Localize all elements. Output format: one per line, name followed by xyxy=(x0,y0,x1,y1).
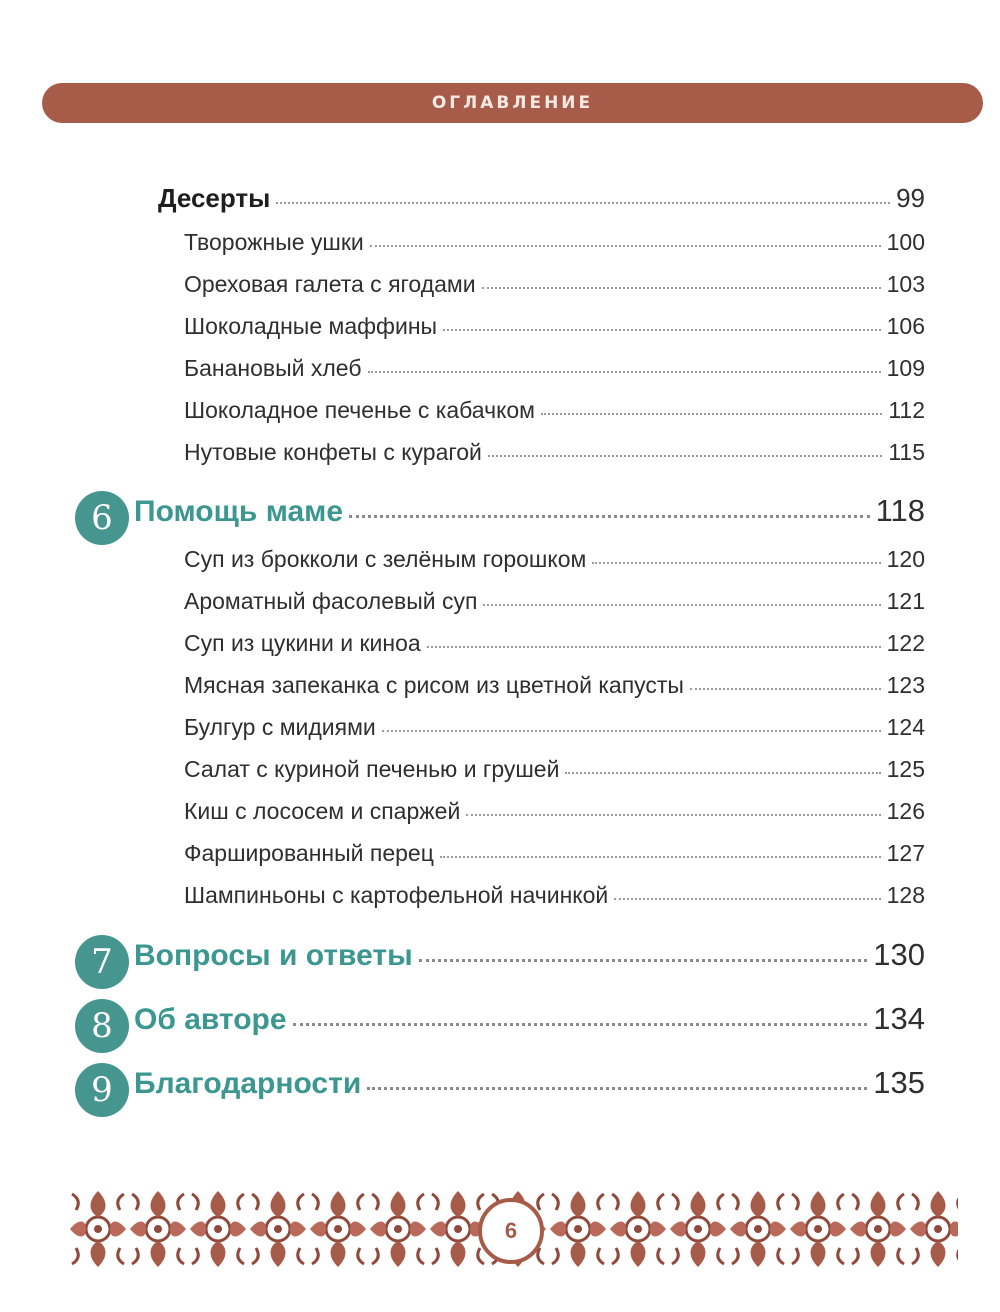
toc-item[interactable] xyxy=(184,798,925,825)
toc-item-label: Шоколадное печенье с кабачком xyxy=(184,397,535,423)
toc-page-number: 128 xyxy=(886,882,925,908)
chapter-number-badge: 7 xyxy=(75,935,129,989)
page-title: ОГЛАВЛЕНИЕ xyxy=(431,93,594,113)
toc-chapter-label: Благодарности xyxy=(134,1067,362,1100)
page-number-badge: 6 xyxy=(478,1198,544,1264)
toc-item-label: Шампиньоны с картофельной начинкой xyxy=(184,882,609,908)
leader-dots xyxy=(427,646,881,648)
toc-item[interactable] xyxy=(184,630,925,657)
leader-dots xyxy=(565,772,880,774)
leader-dots xyxy=(443,329,881,331)
chapter-number-badge: 6 xyxy=(75,491,129,545)
leader-dots xyxy=(419,959,868,962)
toc-item-label: Ореховая галета с ягодами xyxy=(184,271,476,297)
leader-dots xyxy=(592,562,880,564)
toc-item-label: Шоколадные маффины xyxy=(184,313,438,339)
toc-page-number: 112 xyxy=(888,397,925,423)
leader-dots xyxy=(482,287,881,289)
toc-item-label: Банановый хлеб xyxy=(184,355,362,381)
toc-chapter-label: Об авторе xyxy=(134,1003,287,1036)
toc-item[interactable] xyxy=(184,714,925,741)
toc-page-number: 106 xyxy=(886,313,925,339)
toc-page-number: 134 xyxy=(873,1001,925,1036)
toc-page-number: 100 xyxy=(886,229,925,255)
toc-item[interactable] xyxy=(184,672,925,699)
toc-item-label: Мясная запеканка с рисом из цветной капусты xyxy=(184,672,684,698)
toc-section-label: Десерты xyxy=(158,183,271,213)
toc-chapter-6[interactable] xyxy=(134,493,925,529)
toc-item-label: Ароматный фасолевый суп xyxy=(184,588,478,614)
toc-page-number: 118 xyxy=(875,493,925,528)
toc-item[interactable] xyxy=(184,882,925,909)
toc-item-label: Булгур с мидиями xyxy=(184,714,376,740)
toc-item-label: Нутовые конфеты с курагой xyxy=(184,439,482,465)
toc-page-number: 125 xyxy=(886,756,925,782)
toc-page-number: 115 xyxy=(888,439,925,465)
leader-dots xyxy=(293,1023,868,1026)
toc-section-desserts[interactable] xyxy=(158,183,925,214)
toc-item-label: Творожные ушки xyxy=(184,229,364,255)
toc-item[interactable] xyxy=(184,756,925,783)
leader-dots xyxy=(466,814,880,816)
toc-item[interactable] xyxy=(184,439,925,466)
toc-item-label: Киш с лососем и спаржей xyxy=(184,798,461,824)
leader-dots xyxy=(382,730,881,732)
toc-item[interactable] xyxy=(184,271,925,298)
toc-chapter-label: Вопросы и ответы xyxy=(134,939,413,972)
toc-item-label: Суп из брокколи с зелёным горошком xyxy=(184,546,587,572)
toc-page-number: 103 xyxy=(886,271,925,297)
toc-chapter-9[interactable] xyxy=(134,1065,925,1101)
leader-dots xyxy=(370,245,881,247)
toc-page-number: 135 xyxy=(873,1065,925,1100)
toc-chapter-8[interactable] xyxy=(134,1001,925,1037)
leader-dots xyxy=(488,455,882,457)
toc-page-number: 122 xyxy=(886,630,925,656)
toc-item[interactable] xyxy=(184,355,925,382)
toc-item[interactable] xyxy=(184,588,925,615)
toc-page-number: 124 xyxy=(886,714,925,740)
chapter-number-badge: 8 xyxy=(75,999,129,1053)
toc-page-number: 109 xyxy=(886,355,925,381)
toc-page-number: 130 xyxy=(873,937,925,972)
leader-dots xyxy=(483,604,880,606)
leader-dots xyxy=(614,898,880,900)
toc-page-number: 126 xyxy=(886,798,925,824)
toc-item-label: Салат с куриной печенью и грушей xyxy=(184,756,560,782)
toc-item-label: Фаршированный перец xyxy=(184,840,434,866)
toc-item[interactable] xyxy=(184,229,925,256)
toc-item[interactable] xyxy=(184,546,925,573)
leader-dots xyxy=(440,856,881,858)
toc-page-number: 121 xyxy=(886,588,925,614)
leader-dots xyxy=(541,413,882,415)
toc-item[interactable] xyxy=(184,397,925,424)
toc-chapter-7[interactable] xyxy=(134,937,925,973)
chapter-number-badge: 9 xyxy=(75,1063,129,1117)
leader-dots xyxy=(690,688,881,690)
toc-item-label: Суп из цукини и киноа xyxy=(184,630,421,656)
leader-dots xyxy=(368,371,881,373)
header-bar xyxy=(42,83,983,123)
leader-dots xyxy=(276,202,890,204)
toc-page-number: 99 xyxy=(896,183,925,213)
leader-dots xyxy=(367,1087,867,1090)
toc-page-number: 127 xyxy=(886,840,925,866)
leader-dots xyxy=(349,515,870,518)
toc-page-number: 123 xyxy=(886,672,925,698)
toc-page-number: 120 xyxy=(886,546,925,572)
toc-item[interactable] xyxy=(184,840,925,867)
toc-chapter-label: Помощь маме xyxy=(134,495,344,528)
toc-item[interactable] xyxy=(184,313,925,340)
